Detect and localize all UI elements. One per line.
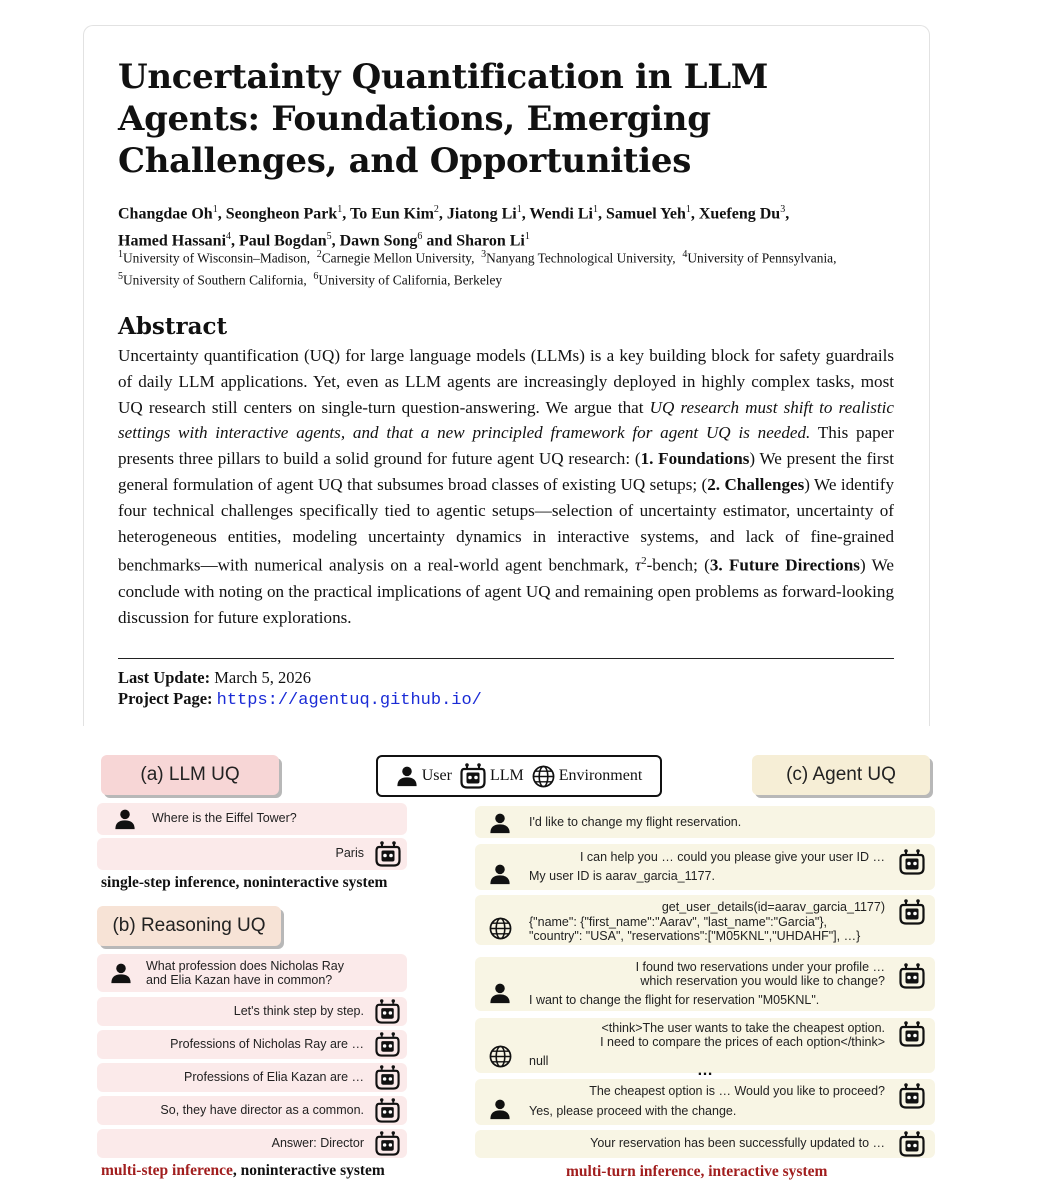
robot-icon <box>375 1098 400 1123</box>
user-icon <box>110 962 132 984</box>
tag-reasoning-uq: (b) Reasoning UQ <box>97 906 281 946</box>
robot-icon <box>899 963 925 989</box>
chat-bubble-user: What profession does Nicholas Ray and Elia Kazan have in common? <box>97 954 407 992</box>
chat-bubble-llm: Paris <box>97 838 407 870</box>
author: Seongheon Park <box>225 205 338 223</box>
affiliation: University of Wisconsin–Madison <box>123 250 307 266</box>
user-icon <box>489 982 511 1004</box>
divider <box>118 658 894 659</box>
chat-bubble-llm: Your reservation has been successfully updated to … <box>475 1130 935 1158</box>
abstract-text: Uncertainty quantification (UQ) for large language models (LLMs) is a key building block for safety guardrails of daily LLM applications. Yet, even as LLM agents are increasingly deployed in highly complex tasks, most UQ research still centers on single-turn question-answering. We argue that UQ research must shift to realistic settings with interactive agents, and that a new principled framework for agent UQ is needed. This paper presents three pillars to build a solid ground for future agent UQ research: (1. Foundations) We present the first general formulation of agent UQ that subsumes broad classes of existing UQ setups; (2. Challenges) We identify four technical challenges specifically tied to agentic setups—selection of uncertainty estimator, uncertainty of heterogeneous entities, modeling uncertainty dynamics in interactive systems, and lack of fine-grained benchmarks—with numerical analysis on a real-world agent benchmark, $\tau^2$-bench; (3. Future Directions) We conclude with noting on the practical implications of agent UQ and remaining open problems as forward-looking discussion for future explorations. <box>118 346 895 627</box>
paper-title: Uncertainty Quantification in LLM Agents: Foundations, Emerging Challenges, and Opportunities <box>118 57 769 181</box>
user-icon <box>489 1098 511 1120</box>
chat-exchange: I can help you … could you please give your user ID … My user ID is aarav_garcia_1177. <box>475 844 935 890</box>
abstract-heading: Abstract <box>118 313 228 340</box>
ellipsis: … <box>697 1062 713 1079</box>
author: Jiatong Li <box>446 205 517 223</box>
caption-b: multi-step inference, noninteractive system <box>101 1162 385 1179</box>
author: Wendi Li <box>529 205 593 223</box>
author: Xuefeng Du <box>698 205 781 223</box>
globe-icon <box>532 765 555 788</box>
user-icon <box>396 765 418 787</box>
chat-bubble-llm: Professions of Elia Kazan are … <box>97 1063 407 1092</box>
last-update: Last Update: March 5, 2026 <box>118 668 311 687</box>
robot-icon <box>375 1032 400 1057</box>
robot-icon <box>375 841 401 867</box>
robot-icon <box>375 999 400 1024</box>
chat-bubble-llm: Answer: Director <box>97 1129 407 1158</box>
caption-c: multi-turn inference, interactive system <box>566 1163 828 1180</box>
author: Changdae Oh <box>118 205 213 223</box>
globe-icon <box>489 917 512 940</box>
tag-agent-uq: (c) Agent UQ <box>752 755 930 795</box>
author: To Eun Kim <box>350 205 434 223</box>
affiliation: Nanyang Technological University <box>486 250 673 266</box>
affiliation: University of Southern California <box>123 272 304 288</box>
tag-llm-uq: (a) LLM UQ <box>101 755 279 795</box>
user-icon <box>489 863 511 885</box>
author: Samuel Yeh <box>605 205 686 223</box>
user-icon <box>489 812 511 834</box>
legend: User LLM Environment <box>376 755 662 797</box>
affiliation-list: $^1$University of Wisconsin–Madison, $^2$Carnegie Mellon University, $^3$Nanyang Technological University, $^4$University of Pennsylvania, $^5$University of Southern California, $^6$University of California, Berkeley <box>118 249 837 288</box>
chat-bubble-user: Where is the Eiffel Tower? <box>97 803 407 835</box>
user-icon <box>114 808 136 830</box>
robot-icon <box>375 1065 400 1090</box>
figure <box>0 740 1047 1200</box>
reasoning-exchange: <think>The user wants to take the cheapest option. I need to compare the prices of each option</think> null <box>475 1018 935 1073</box>
robot-icon <box>899 1021 925 1047</box>
chat-bubble-llm: Professions of Nicholas Ray are … <box>97 1030 407 1059</box>
robot-icon <box>899 1083 925 1109</box>
author: Sharon Li <box>456 232 525 250</box>
robot-icon <box>899 1131 925 1157</box>
author: Dawn Song <box>339 232 418 250</box>
affiliation: University of California, Berkeley <box>318 272 503 288</box>
chat-bubble-user: I'd like to change my flight reservation. <box>475 806 935 838</box>
robot-icon <box>375 1131 400 1156</box>
chat-bubble-llm: Let's think step by step. <box>97 997 407 1026</box>
robot-icon <box>899 849 925 875</box>
globe-icon <box>489 1045 512 1068</box>
affiliation: University of Pennsylvania <box>687 250 834 266</box>
chat-exchange: The cheapest option is … Would you like to proceed? Yes, please proceed with the change. <box>475 1079 935 1125</box>
project-page-link[interactable]: https://agentuq.github.io/ <box>216 691 482 710</box>
caption-a: single-step inference, noninteractive system <box>101 874 388 891</box>
affiliation: Carnegie Mellon University <box>321 250 472 266</box>
author: Paul Bogdan <box>239 232 327 250</box>
chat-exchange: I found two reservations under your profile … which reservation you would like to change? I want to change the flight for reservation "M05KNL". <box>475 957 935 1011</box>
author-list: Changdae Oh$^1$, Seongheon Park$^1$, To Eun Kim$^2$, Jiatong Li$^1$, Wendi Li$^1$, Samuel Yeh$^1$, Xuefeng Du$^3$, Hamed Hassani$^4$, Paul Bogdan$^5$, Dawn Song$^6$ and Sharon Li$^1$ <box>118 204 790 250</box>
tool-call-exchange: get_user_details(id=aarav_garcia_1177) {"name": {"first_name":"Aarav", "last_name":"Garcia"}, "country": "USA", "reservations":["M05KNL","UHDAHF"], …} <box>475 895 935 945</box>
project-page: Project Page: https://agentuq.github.io/ <box>118 689 482 710</box>
chat-bubble-llm: So, they have director as a common. <box>97 1096 407 1125</box>
robot-icon <box>899 899 925 925</box>
robot-icon <box>460 763 486 789</box>
author: Hamed Hassani <box>118 232 227 250</box>
